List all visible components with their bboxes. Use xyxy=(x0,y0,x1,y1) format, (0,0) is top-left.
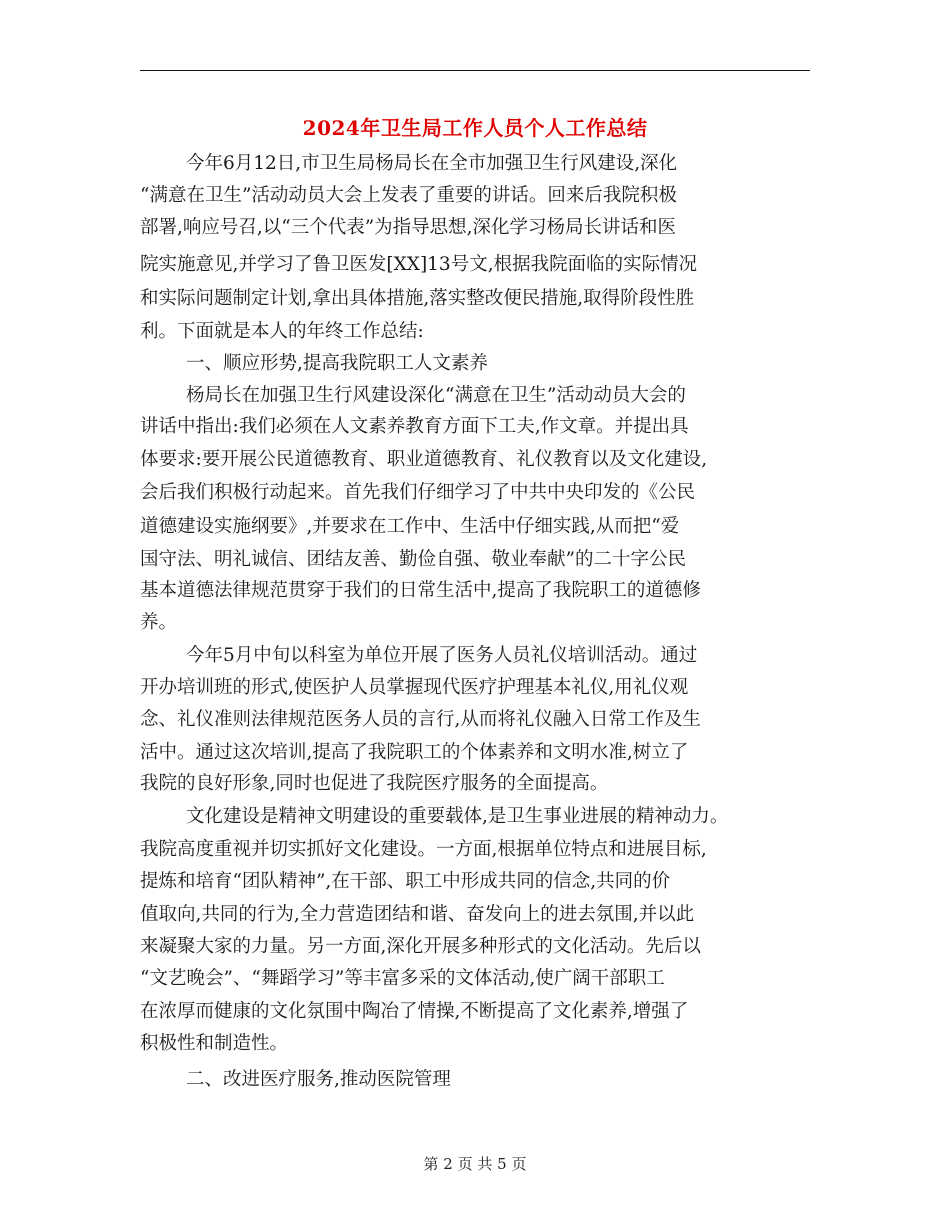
text-line: 活中。通过这次培训,提高了我院职工的个体素养和文明水准,树立了 xyxy=(140,742,689,763)
text-line: 院实施意见,并学习了鲁卫医发[XX]13号文,根据我院面临的实际情况 xyxy=(140,254,698,275)
section-heading-1: 一、顺应形势,提高我院职工人文素养 xyxy=(186,353,488,374)
header-rule xyxy=(140,70,810,71)
text-line: “文艺晚会”、“舞蹈学习”等丰富多采的文体活动,使广阔干部职工 xyxy=(140,968,665,989)
text-line: 我院高度重视并切实抓好文化建设。一方面,根据单位特点和进展目标, xyxy=(140,839,707,860)
text-line: 养。 xyxy=(140,612,178,633)
text-line: 积极性和制造性。 xyxy=(140,1033,289,1054)
document-title: 2024年卫生局工作人员个人工作总结 xyxy=(302,116,648,140)
text-line: 来凝聚大家的力量。另一方面,深化开展多种形式的文化活动。先后以 xyxy=(140,936,701,957)
text-line: 会后我们积极行动起来。首先我们仔细学习了中共中央印发的《公民 xyxy=(140,482,696,503)
text-line: 部署,响应号召,以“三个代表”为指导思想,深化学习杨局长讲话和医 xyxy=(140,217,677,238)
page-number: 第 2 页 共 5 页 xyxy=(423,1155,527,1173)
text-line: 提炼和培育“团队精神”,在干部、职工中形成共同的信念,共同的价 xyxy=(140,871,671,892)
text-line: 念、礼仪准则法律规范医务人员的言行,从而将礼仪融入日常工作及生 xyxy=(140,709,701,730)
text-line: 国守法、明礼诚信、团结友善、勤俭自强、敬业奉献”的二十字公民 xyxy=(140,549,686,570)
text-line: 开办培训班的形式,使医护人员掌握现代医疗护理基本礼仪,用礼仪观 xyxy=(140,677,689,698)
text-line: 文化建设是精神文明建设的重要载体,是卫生事业进展的精神动力。 xyxy=(186,806,729,827)
text-line: 我院的良好形象,同时也促进了我院医疗服务的全面提高。 xyxy=(140,773,609,794)
text-line: 今年6月12日,市卫生局杨局长在全市加强卫生行风建设,深化 xyxy=(186,153,678,174)
text-line: 值取向,共同的行为,全力营造团结和谐、奋发向上的进去氛围,并以此 xyxy=(140,904,695,925)
text-line: “满意在卫生”活动动员大会上发表了重要的讲话。回来后我院积极 xyxy=(140,185,677,206)
text-line: 和实际问题制定计划,拿出具体措施,落实整改便民措施,取得阶段性胜 xyxy=(140,288,695,309)
text-line: 体要求:要开展公民道德教育、职业道德教育、礼仪教育以及文化建设, xyxy=(140,449,708,470)
text-line: 讲话中指出:我们必须在人文素养教育方面下工夫,作文章。并提出具 xyxy=(140,416,689,437)
text-line: 今年5月中旬以科室为单位开展了医务人员礼仪培训活动。通过 xyxy=(186,645,698,666)
text-line: 杨局长在加强卫生行风建设深化“满意在卫生”活动动员大会的 xyxy=(186,385,686,406)
text-line: 利。下面就是本人的年终工作总结: xyxy=(140,321,424,342)
text-line: 基本道德法律规范贯穿于我们的日常生活中,提高了我院职工的道德修 xyxy=(140,580,701,601)
text-line: 在浓厚而健康的文化氛围中陶冶了情操,不断提高了文化素养,增强了 xyxy=(140,1001,689,1022)
section-heading-2: 二、改进医疗服务,推动医院管理 xyxy=(186,1069,451,1090)
text-line: 道德建设实施纲要》,并要求在工作中、生活中仔细实践,从而把“爱 xyxy=(140,516,680,537)
